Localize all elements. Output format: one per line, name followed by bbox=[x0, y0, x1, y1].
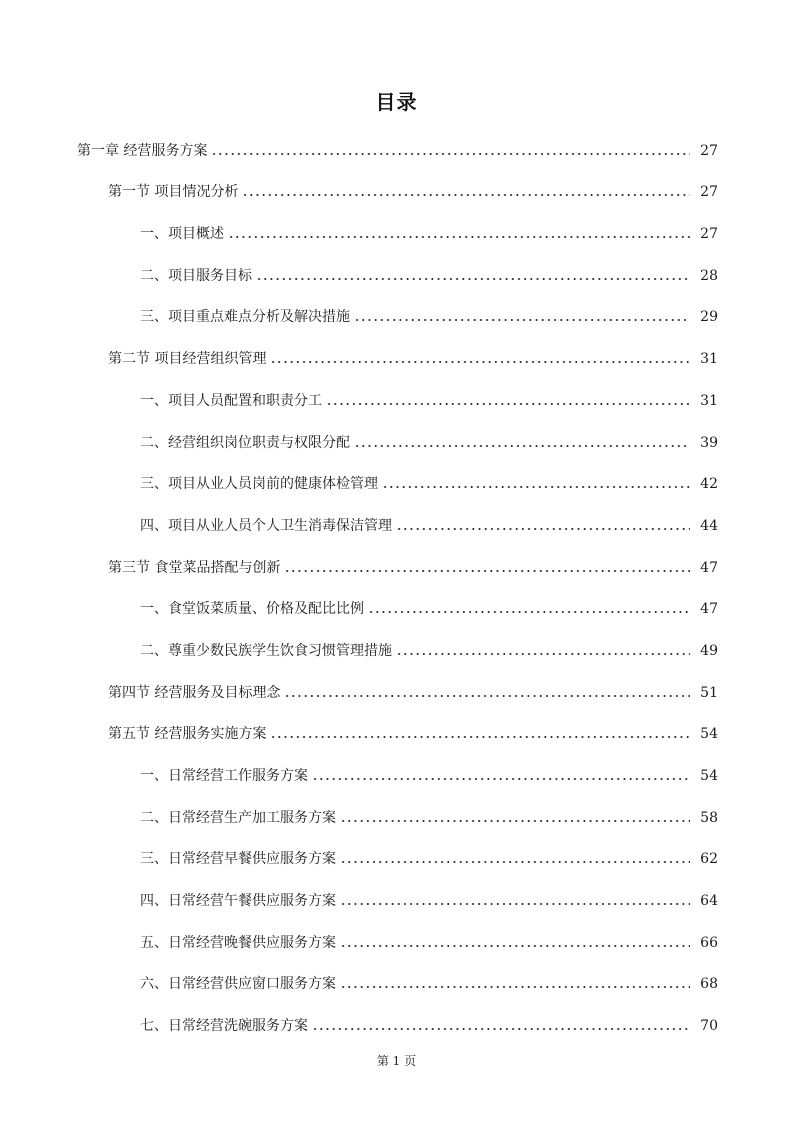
toc-entry-text: 第三节 食堂菜品搭配与创新 bbox=[108, 559, 281, 576]
toc-page-number: 31 bbox=[700, 351, 718, 368]
toc-dot-leader bbox=[270, 360, 690, 364]
toc-page-number: 51 bbox=[700, 684, 718, 701]
toc-entry-text: 四、项目从业人员个人卫生消毒保洁管理 bbox=[140, 517, 392, 534]
toc-title: 目录 bbox=[375, 90, 418, 114]
toc-entry[interactable] bbox=[0, 172, 793, 214]
toc-dot-leader bbox=[340, 902, 690, 906]
toc-entry-text: 第五节 经营服务实施方案 bbox=[108, 726, 267, 743]
toc-entry-text: 第一节 项目情况分析 bbox=[108, 184, 239, 201]
toc-entry-text: 一、项目概述 bbox=[140, 226, 224, 243]
toc-entry-text: 三、项目重点难点分析及解决措施 bbox=[140, 309, 350, 326]
toc-entry-text: 二、经营组织岗位职责与权限分配 bbox=[140, 434, 350, 451]
toc-entry[interactable] bbox=[0, 839, 793, 881]
toc-page-number: 31 bbox=[700, 392, 718, 409]
page-footer: 第 1 页 bbox=[376, 1054, 417, 1068]
toc-entry[interactable] bbox=[0, 964, 793, 1006]
toc-entry[interactable] bbox=[0, 130, 793, 172]
toc-entry[interactable] bbox=[0, 255, 793, 297]
toc-page-number: 70 bbox=[700, 1018, 718, 1035]
toc-page-number: 29 bbox=[700, 309, 718, 326]
toc-dot-leader bbox=[284, 694, 690, 698]
toc-dot-leader bbox=[382, 485, 690, 489]
toc-page-number: 54 bbox=[700, 726, 718, 743]
toc-entry[interactable] bbox=[0, 547, 793, 589]
toc-entry-text: 五、日常经营晚餐供应服务方案 bbox=[140, 934, 336, 951]
toc-dot-leader bbox=[326, 402, 690, 406]
toc-dot-leader bbox=[340, 985, 690, 989]
toc-dot-leader bbox=[242, 193, 690, 197]
toc-dot-leader bbox=[354, 444, 690, 448]
toc-page-number: 28 bbox=[700, 267, 718, 284]
toc-entry[interactable] bbox=[0, 505, 793, 547]
toc-dot-leader bbox=[340, 860, 690, 864]
toc-dot-leader bbox=[256, 277, 690, 281]
toc-page-number: 58 bbox=[700, 809, 718, 826]
toc-entry-text: 一、日常经营工作服务方案 bbox=[140, 768, 308, 784]
toc-dot-leader bbox=[312, 777, 690, 781]
toc-entry-text: 三、日常经营早餐供应服务方案 bbox=[140, 851, 336, 868]
toc-entry-text: 第四节 经营服务及目标理念 bbox=[108, 684, 281, 701]
toc-dot-leader bbox=[270, 735, 690, 739]
toc-entry[interactable] bbox=[0, 338, 793, 380]
toc-page-number: 68 bbox=[700, 976, 718, 993]
toc-page-number: 39 bbox=[700, 434, 718, 451]
toc-page-number: 27 bbox=[700, 142, 718, 159]
toc-entry[interactable] bbox=[0, 213, 793, 255]
toc-page-number: 27 bbox=[700, 184, 718, 201]
toc-entry-text: 第二节 项目经营组织管理 bbox=[108, 351, 267, 368]
toc-page-number: 42 bbox=[700, 476, 718, 493]
toc-dot-leader bbox=[396, 527, 690, 531]
toc-entry[interactable] bbox=[0, 797, 793, 839]
toc-dot-leader bbox=[340, 819, 690, 823]
toc-page-number: 27 bbox=[700, 226, 718, 243]
toc-entry-text: 一、食堂饭菜质量、价格及配比比例 bbox=[140, 601, 364, 618]
toc-entry-text: 二、项目服务目标 bbox=[140, 267, 252, 284]
toc-entry[interactable] bbox=[0, 422, 793, 464]
toc-entry[interactable] bbox=[0, 672, 793, 714]
toc-entry[interactable] bbox=[0, 630, 793, 672]
toc-page-number: 47 bbox=[700, 559, 718, 576]
toc-page-number: 49 bbox=[700, 642, 718, 659]
toc-entry[interactable] bbox=[0, 297, 793, 339]
toc-dot-leader bbox=[228, 235, 690, 239]
toc-dot-leader bbox=[284, 569, 690, 573]
toc-entry[interactable] bbox=[0, 880, 793, 922]
toc-entry-text: 七、日常经营洗碗服务方案 bbox=[140, 1018, 308, 1035]
toc-page-number: 54 bbox=[700, 768, 718, 784]
toc-entry[interactable] bbox=[0, 380, 793, 422]
toc-dot-leader bbox=[396, 652, 690, 656]
toc-entry-text: 三、项目从业人员岗前的健康体检管理 bbox=[140, 476, 378, 493]
toc-entry-text: 第一章 经营服务方案 bbox=[77, 142, 208, 159]
toc-entry-text: 二、尊重少数民族学生饮食习惯管理措施 bbox=[140, 642, 392, 659]
toc-page-number: 44 bbox=[700, 517, 718, 534]
toc-entry[interactable] bbox=[0, 589, 793, 631]
toc-entry[interactable] bbox=[0, 1005, 793, 1047]
toc-page-number: 66 bbox=[700, 934, 718, 951]
toc-dot-leader bbox=[211, 152, 690, 156]
toc-entry[interactable] bbox=[0, 755, 793, 797]
toc-entry[interactable] bbox=[0, 714, 793, 756]
toc-entry-text: 六、日常经营供应窗口服务方案 bbox=[140, 976, 336, 993]
toc-dot-leader bbox=[354, 318, 690, 322]
toc-list bbox=[0, 130, 793, 1047]
toc-page-number: 64 bbox=[700, 893, 718, 910]
toc-entry-text: 四、日常经营午餐供应服务方案 bbox=[140, 893, 336, 910]
toc-entry[interactable] bbox=[0, 464, 793, 506]
toc-dot-leader bbox=[368, 610, 690, 614]
toc-entry-text: 一、项目人员配置和职责分工 bbox=[140, 392, 322, 409]
toc-page-number: 47 bbox=[700, 601, 718, 618]
toc-entry-text: 二、日常经营生产加工服务方案 bbox=[140, 809, 336, 826]
toc-dot-leader bbox=[312, 1027, 690, 1031]
toc-entry[interactable] bbox=[0, 922, 793, 964]
toc-dot-leader bbox=[340, 944, 690, 948]
toc-page-number: 62 bbox=[700, 851, 718, 868]
